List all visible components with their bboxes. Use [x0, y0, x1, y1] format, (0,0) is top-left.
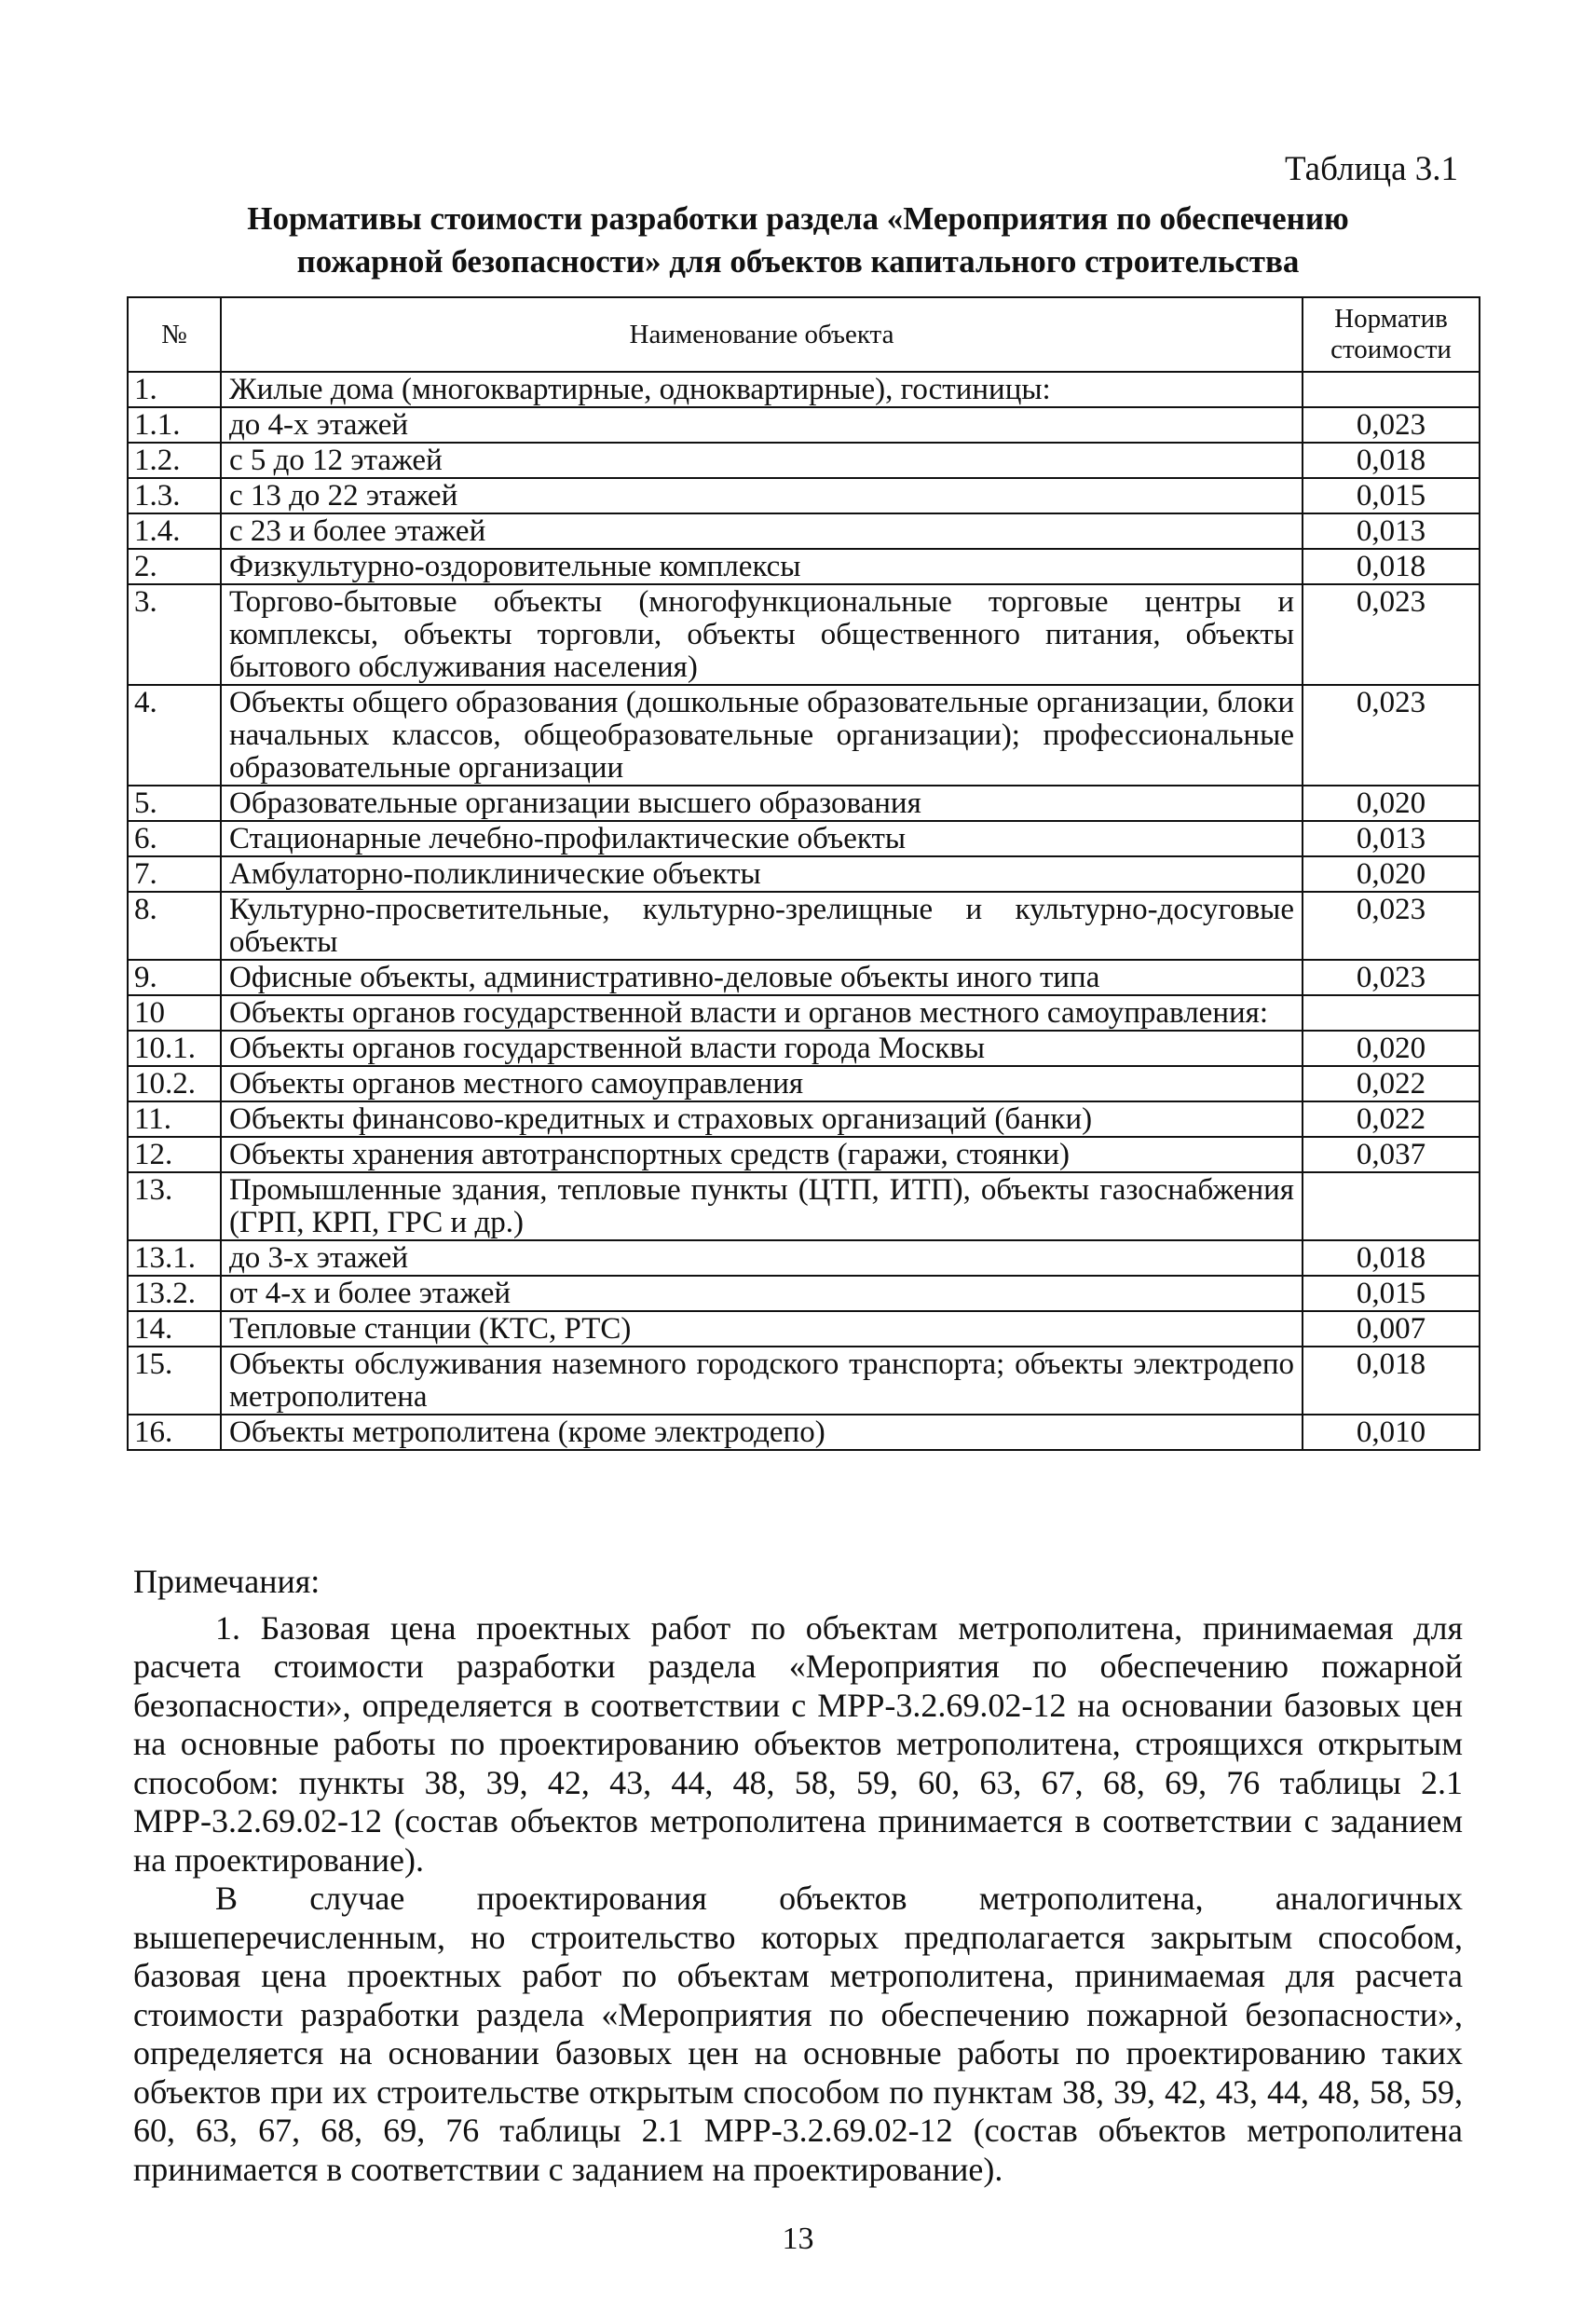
header-cost-norm	[1303, 297, 1480, 372]
row-cost-norm: 0,010	[1303, 1415, 1480, 1450]
row-number: 1.	[128, 372, 221, 407]
table-row	[128, 1415, 1480, 1450]
row-number: 16.	[128, 1415, 221, 1450]
row-object-name: до 4-х этажей	[221, 407, 1303, 443]
table-row	[128, 443, 1480, 478]
row-number: 13.	[128, 1172, 221, 1240]
header-cost-norm-line: стоимости	[1330, 335, 1452, 364]
row-cost-norm: 0,018	[1303, 1347, 1480, 1415]
row-number: 15.	[128, 1347, 221, 1415]
row-object-name: Объекты общего образования (дошкольные образовательные организации, блоки начальных классов, общеобразовательные организации); профессиональные образовательные организации	[221, 685, 1303, 786]
table-label: Таблица 3.1	[1285, 150, 1458, 188]
row-cost-norm: 0,023	[1303, 685, 1480, 786]
table-row	[128, 1137, 1480, 1172]
table-row	[128, 1066, 1480, 1101]
row-number: 11.	[128, 1101, 221, 1137]
header-cost-norm-line: Норматив	[1334, 304, 1448, 334]
row-cost-norm: 0,023	[1303, 407, 1480, 443]
row-cost-norm: 0,007	[1303, 1311, 1480, 1347]
row-object-name: Жилые дома (многоквартирные, одноквартирные), гостиницы:	[221, 372, 1303, 407]
table-row	[128, 513, 1480, 549]
notes-heading: Примечания:	[133, 1563, 321, 1600]
row-object-name: Объекты органов государственной власти города Москвы	[221, 1031, 1303, 1066]
table-row	[128, 1172, 1480, 1240]
table-row	[128, 1311, 1480, 1347]
row-cost-norm: 0,013	[1303, 821, 1480, 856]
row-cost-norm: 0,020	[1303, 786, 1480, 821]
row-cost-norm: 0,018	[1303, 1240, 1480, 1276]
row-number: 10.2.	[128, 1066, 221, 1101]
row-object-name: Физкультурно-оздоровительные комплексы	[221, 549, 1303, 584]
row-number: 5.	[128, 786, 221, 821]
row-cost-norm: 0,023	[1303, 892, 1480, 960]
row-object-name: Стационарные лечебно-профилактические объекты	[221, 821, 1303, 856]
notes-section	[133, 1563, 1463, 2189]
row-number: 1.3.	[128, 478, 221, 513]
row-number: 1.4.	[128, 513, 221, 549]
row-object-name: Торгово-бытовые объекты (многофункциональные торговые центры и комплексы, объекты торговли, объекты общественного питания, объекты бытового обслуживания населения)	[221, 584, 1303, 685]
row-number: 10.1.	[128, 1031, 221, 1066]
row-cost-norm: 0,023	[1303, 960, 1480, 995]
row-number: 1.1.	[128, 407, 221, 443]
table-title-line: Нормативы стоимости разработки раздела «Мероприятия по обеспечению	[247, 200, 1349, 237]
table-row	[128, 478, 1480, 513]
row-number: 6.	[128, 821, 221, 856]
table-row	[128, 1031, 1480, 1066]
table-title-line: пожарной безопасности» для объектов капитального строительства	[296, 243, 1300, 280]
row-number: 7.	[128, 856, 221, 892]
cost-norms-table	[127, 296, 1480, 1451]
row-cost-norm: 0,020	[1303, 856, 1480, 892]
row-object-name: Культурно-просветительные, культурно-зрелищные и культурно-досуговые объекты	[221, 892, 1303, 960]
row-number: 13.1.	[128, 1240, 221, 1276]
table-row	[128, 584, 1480, 685]
table-title	[140, 198, 1456, 283]
table-row	[128, 549, 1480, 584]
row-cost-norm: 0,022	[1303, 1101, 1480, 1137]
row-cost-norm: 0,020	[1303, 1031, 1480, 1066]
row-number: 10	[128, 995, 221, 1031]
table-row	[128, 995, 1480, 1031]
table-row	[128, 685, 1480, 786]
row-cost-norm	[1303, 1172, 1480, 1240]
row-object-name: Объекты метрополитена (кроме электродепо)	[221, 1415, 1303, 1450]
row-object-name: Амбулаторно-поликлинические объекты	[221, 856, 1303, 892]
table-header-row	[128, 297, 1480, 372]
row-number: 4.	[128, 685, 221, 786]
row-cost-norm: 0,018	[1303, 549, 1480, 584]
row-object-name: с 5 до 12 этажей	[221, 443, 1303, 478]
table-row	[128, 1347, 1480, 1415]
row-object-name: Офисные объекты, административно-деловые объекты иного типа	[221, 960, 1303, 995]
row-cost-norm: 0,023	[1303, 584, 1480, 685]
row-cost-norm	[1303, 372, 1480, 407]
row-object-name: Промышленные здания, тепловые пункты (ЦТП, ИТП), объекты газоснабжения (ГРП, КРП, ГРС и др.)	[221, 1172, 1303, 1240]
table-row	[128, 1240, 1480, 1276]
table-row	[128, 407, 1480, 443]
row-number: 9.	[128, 960, 221, 995]
row-number: 13.2.	[128, 1276, 221, 1311]
table-row	[128, 372, 1480, 407]
header-object-name: Наименование объекта	[221, 297, 1303, 372]
row-object-name: Объекты финансово-кредитных и страховых организаций (банки)	[221, 1101, 1303, 1137]
row-object-name: до 3-х этажей	[221, 1240, 1303, 1276]
header-number: №	[128, 297, 221, 372]
row-object-name: с 23 и более этажей	[221, 513, 1303, 549]
row-object-name: Образовательные организации высшего образования	[221, 786, 1303, 821]
row-object-name: Объекты хранения автотранспортных средств (гаражи, стоянки)	[221, 1137, 1303, 1172]
row-number: 2.	[128, 549, 221, 584]
table-row	[128, 892, 1480, 960]
row-object-name: от 4-х и более этажей	[221, 1276, 1303, 1311]
table-row	[128, 1276, 1480, 1311]
notes-paragraph: 1. Базовая цена проектных работ по объектам метрополитена, принимаемая для расчета стоимости разработки раздела «Мероприятия по обеспечению пожарной безопасности», определяется в соответствии с МРР-3.2.69.02-12 на основании базовых цен на основные работы по проектированию объектов метрополитена, строящихся открытым способом: пункты 38, 39, 42, 43, 44, 48, 58, 59, 60, 63, 67, 68, 69, 76 таблицы 2.1 МРР-3.2.69.02-12 (состав объектов метрополитена принимается в соответствии с заданием на проектирование).	[133, 1608, 1463, 1879]
row-cost-norm: 0,015	[1303, 1276, 1480, 1311]
row-cost-norm: 0,015	[1303, 478, 1480, 513]
table-row	[128, 821, 1480, 856]
table-row	[128, 786, 1480, 821]
row-number: 8.	[128, 892, 221, 960]
row-object-name: с 13 до 22 этажей	[221, 478, 1303, 513]
row-cost-norm: 0,022	[1303, 1066, 1480, 1101]
row-object-name: Объекты обслуживания наземного городского транспорта; объекты электродепо метрополитена	[221, 1347, 1303, 1415]
table-row	[128, 960, 1480, 995]
notes-paragraph: В случае проектирования объектов метрополитена, аналогичных вышеперечисленным, но строительство которых предполагается закрытым способом, базовая цена проектных работ по объектам метрополитена, принимаемая для расчета стоимости разработки раздела «Мероприятия по обеспечению пожарной безопасности», определяется на основании базовых цен на основные работы по проектированию таких объектов при их строительстве открытым способом по пунктам 38, 39, 42, 43, 44, 48, 58, 59, 60, 63, 67, 68, 69, 76 таблицы 2.1 МРР-3.2.69.02-12 (состав объектов метрополитена принимается в соответствии с заданием на проектирование).	[133, 1880, 1463, 2188]
row-number: 14.	[128, 1311, 221, 1347]
row-number: 12.	[128, 1137, 221, 1172]
row-cost-norm: 0,037	[1303, 1137, 1480, 1172]
row-number: 3.	[128, 584, 221, 685]
row-cost-norm: 0,013	[1303, 513, 1480, 549]
row-cost-norm	[1303, 995, 1480, 1031]
table-row	[128, 856, 1480, 892]
page-number: 13	[782, 2222, 814, 2256]
table-row	[128, 1101, 1480, 1137]
row-object-name: Тепловые станции (КТС, РТС)	[221, 1311, 1303, 1347]
row-number: 1.2.	[128, 443, 221, 478]
row-object-name: Объекты органов местного самоуправления	[221, 1066, 1303, 1101]
row-object-name: Объекты органов государственной власти и органов местного самоуправления:	[221, 995, 1303, 1031]
row-cost-norm: 0,018	[1303, 443, 1480, 478]
